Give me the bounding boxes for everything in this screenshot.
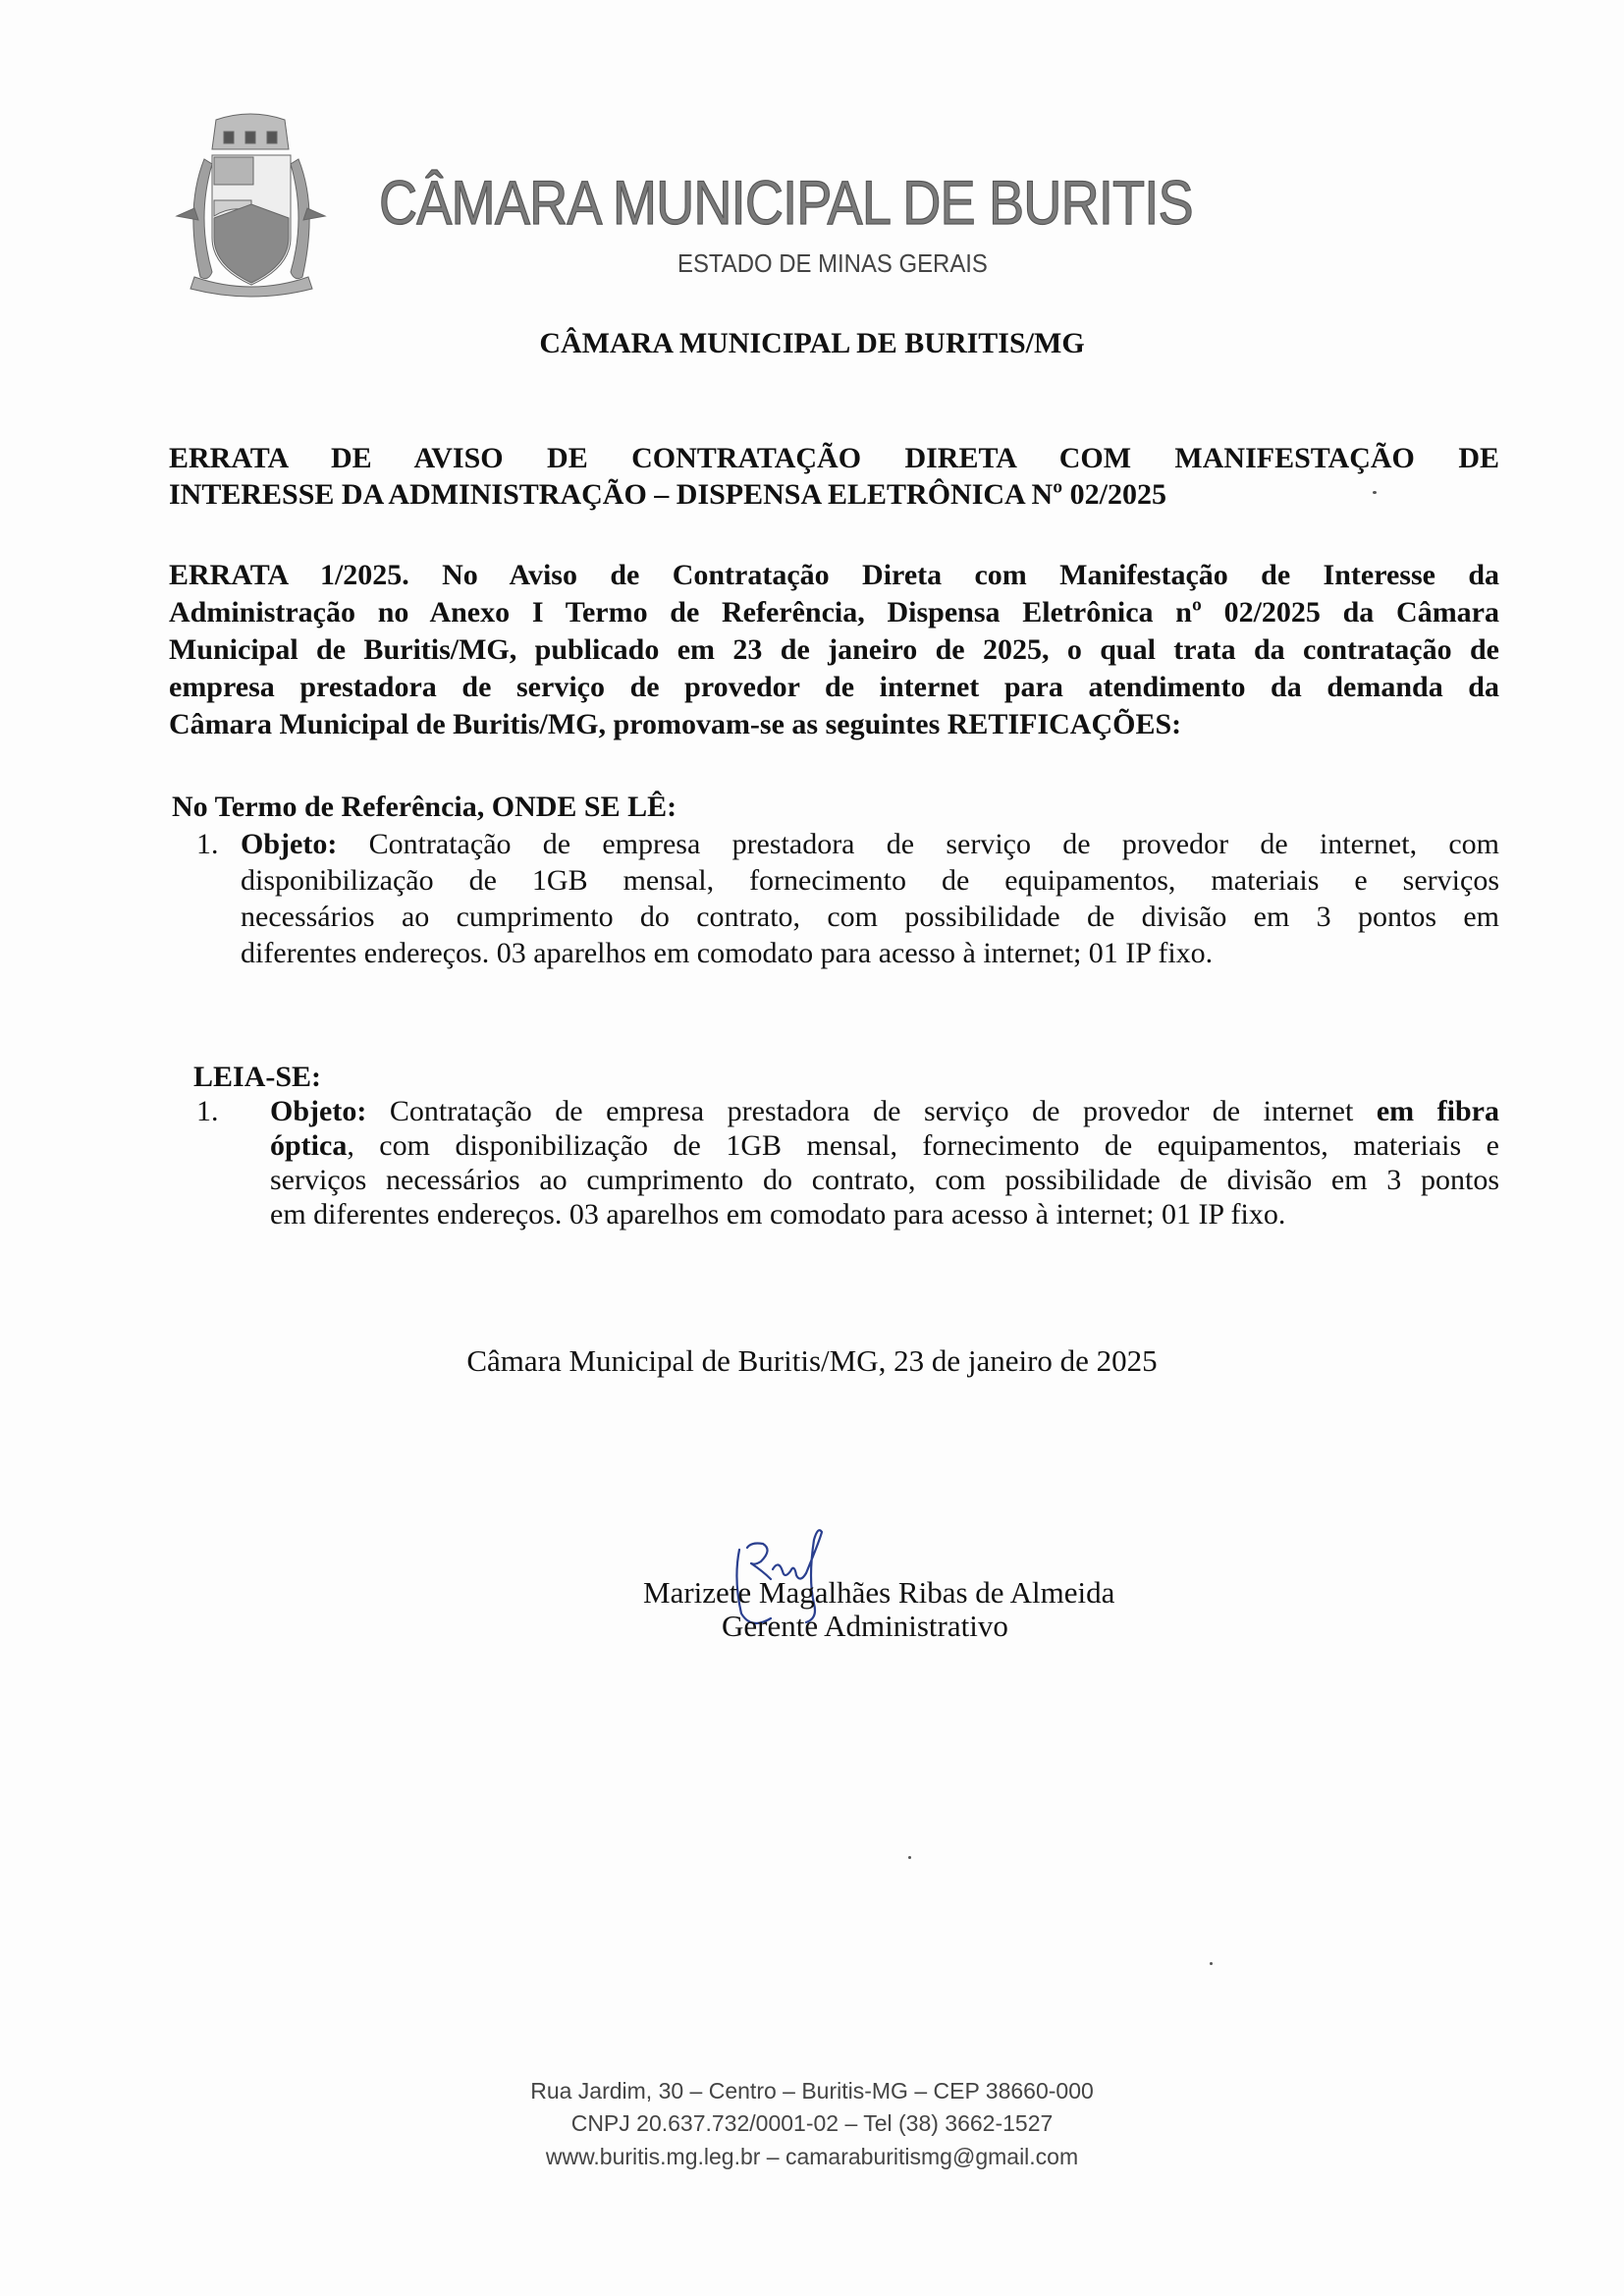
- errata-paragraph-line: Municipal de Buritis/MG, publicado em 23 de janeiro de 2025, o qual trata da contratação de: [169, 633, 1499, 666]
- onde-se-le-item-line: disponibilização de 1GB mensal, fornecimento de equipamentos, materiais e serviços: [241, 864, 1499, 897]
- onde-se-le-item-line: diferentes endereços. 03 aparelhos em comodato para acesso à internet; 01 IP fixo.: [241, 937, 1214, 969]
- errata-paragraph-line: Câmara Municipal de Buritis/MG, promovam-se as seguintes RETIFICAÇÕES:: [169, 708, 1182, 740]
- document-heading-line: INTERESSE DA ADMINISTRAÇÃO – DISPENSA ELETRÔNICA Nº 02/2025: [169, 478, 1166, 511]
- coat-of-arms-icon: [165, 110, 337, 306]
- letterhead-title: CÂMARA MUNICIPAL DE BURITIS: [379, 169, 1193, 238]
- date-line: Câmara Municipal de Buritis/MG, 23 de janeiro de 2025: [466, 1343, 1158, 1378]
- leia-se-item-line: em diferentes endereços. 03 aparelhos em comodato para acesso à internet; 01 IP fixo.: [270, 1198, 1286, 1230]
- leia-se-item-line: serviços necessários ao cumprimento do contrato, com possibilidade de divisão em 3 pontos: [270, 1164, 1499, 1196]
- objeto-label: Objeto:: [270, 1095, 367, 1127]
- onde-se-le-label: No Termo de Referência, ONDE SE LÊ:: [172, 791, 677, 823]
- errata-paragraph-line: empresa prestadora de serviço de provedor de internet para atendimento da demanda da: [169, 671, 1499, 703]
- optica-emphasis: óptica: [270, 1129, 348, 1162]
- objeto-text: Contratação de empresa prestadora de serviço de provedor de internet, com: [337, 828, 1499, 860]
- objeto-text: Contratação de empresa prestadora de serviço de provedor de internet: [366, 1095, 1377, 1127]
- signatory-name: Marizete Magalhães Ribas de Almeida: [643, 1575, 1115, 1610]
- fibra-emphasis: em fibra: [1376, 1095, 1499, 1127]
- leia-se-item-line: [270, 1093, 1499, 1129]
- leia-se-item-line: [270, 1127, 1499, 1164]
- onde-se-le-item-line: [241, 826, 1499, 862]
- footer-web: www.buritis.mg.leg.br – camaraburitismg@gmail.com: [545, 2144, 1079, 2169]
- document-heading-line: ERRATA DE AVISO DE CONTRATAÇÃO DIRETA COM MANIFESTAÇÃO DE: [169, 442, 1499, 474]
- signatory-role: Gerente Administrativo: [722, 1609, 1008, 1643]
- list-item-number: 1.: [196, 828, 219, 860]
- scan-speck: [1373, 491, 1377, 494]
- leia-se-label: LEIA-SE:: [193, 1061, 322, 1093]
- letterhead-subtitle: ESTADO DE MINAS GERAIS: [677, 248, 988, 278]
- scan-speck: [1210, 1962, 1213, 1965]
- errata-paragraph-line: ERRATA 1/2025. No Aviso de Contratação Direta com Manifestação de Interesse da: [169, 559, 1499, 591]
- errata-paragraph-line: Administração no Anexo I Termo de Referência, Dispensa Eletrônica nº 02/2025 da Câmara: [169, 596, 1499, 629]
- objeto-text: , com disponibilização de 1GB mensal, fornecimento de equipamentos, materiais e: [347, 1129, 1499, 1162]
- onde-se-le-item-line: necessários ao cumprimento do contrato, com possibilidade de divisão em 3 pontos em: [241, 901, 1499, 933]
- objeto-label: Objeto:: [241, 828, 338, 860]
- footer-contact: CNPJ 20.637.732/0001-02 – Tel (38) 3662-1527: [570, 2110, 1054, 2136]
- scan-speck: [908, 1856, 911, 1859]
- list-item-number: 1.: [196, 1095, 219, 1127]
- footer-address: Rua Jardim, 30 – Centro – Buritis-MG – CEP 38660-000: [530, 2078, 1094, 2104]
- organization-heading: CÂMARA MUNICIPAL DE BURITIS/MG: [539, 327, 1085, 359]
